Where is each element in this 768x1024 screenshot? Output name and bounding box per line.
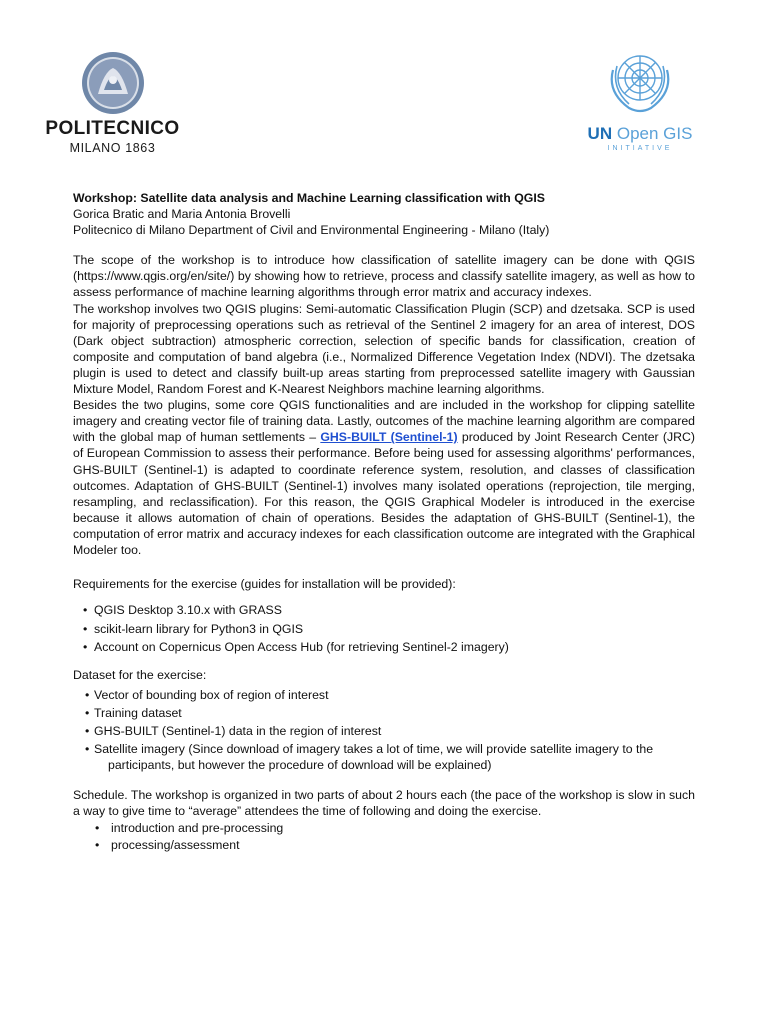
- un-logo-subtitle: INITIATIVE: [607, 145, 673, 152]
- un-logo-name-part2: Open GIS: [616, 124, 693, 143]
- document-body: [73, 190, 695, 854]
- intro-paragraph: The scope of the workshop is to introduce how classification of satellite imagery can be done with QGIS (https://www.qgis.org/en/site/) by showing how to retrieve, process and classify satellite imagery, as well as how to assess performance of machine learning algorithms through error matrix and accuracy indexes.: [73, 253, 695, 300]
- authors: Gorica Bratic and Maria Antonia Brovelli: [73, 207, 291, 222]
- list-item: [85, 705, 695, 721]
- ghs-built-link[interactable]: GHS-BUILT (Sentinel-1): [320, 430, 458, 445]
- dataset-text: Vector of bounding box of region of interest: [94, 687, 329, 702]
- bullet: •: [95, 821, 100, 836]
- polimi-logo: [40, 50, 185, 155]
- schedule-list: [73, 820, 695, 853]
- requirement-text: QGIS Desktop 3.10.x with GRASS: [94, 603, 282, 618]
- list-item: [95, 820, 695, 836]
- dataset-text: Satellite imagery (Since download of imagery takes a lot of time, we will provide satellite imagery to the: [94, 741, 654, 756]
- dataset-list: [73, 687, 695, 773]
- requirements-list: [73, 602, 695, 655]
- affiliation: Politecnico di Milano Department of Civil and Environmental Engineering - Milano (Italy): [73, 223, 550, 238]
- list-item: [83, 621, 695, 637]
- polimi-seal-icon: [80, 50, 146, 116]
- comparison-text-after: produced by Joint Research Center (JRC) of European Commission to assess their performance. Before being used for assessing algorithms' performances, GHS-BUILT (Sentinel-1) is adapted to coordinate reference system, resolution, and classes of classification outcomes. Adaptation of GHS-BUILT (Sentinel-1) involves many isolated operations (reprojection, tile merging, resampling, and reclassification). For this reason, the QGIS Graphical Modeler is introduced in the exercise because it allows automation of chain of operations. Besides the adaptation of GHS-BUILT (Sentinel-1), the computation of error matrix and accuracy indexes for each classification outcome are integrated with the Graphical Modeler too.: [73, 430, 696, 557]
- schedule-item-text: processing/assessment: [111, 838, 240, 853]
- requirements-title: Requirements for the exercise (guides for installation will be provided):: [73, 577, 456, 592]
- workshop-title: Workshop: Satellite data analysis and Machine Learning classification with QGIS: [73, 191, 545, 205]
- list-item: [95, 837, 695, 853]
- un-logo-name-part1: UN: [587, 124, 613, 143]
- dataset-title: Dataset for the exercise:: [73, 668, 207, 683]
- requirement-text: scikit-learn library for Python3 in QGIS: [94, 621, 304, 636]
- dataset-text-continued: participants, but however the procedure of download will be explained): [108, 757, 492, 772]
- un-open-gis-logo: [578, 40, 702, 152]
- bullet: •: [85, 687, 90, 702]
- dataset-text: GHS-BUILT (Sentinel-1) data in the region of interest: [94, 723, 382, 738]
- schedule-item-text: introduction and pre-processing: [111, 821, 284, 836]
- plugins-paragraph: The workshop involves two QGIS plugins: Semi-automatic Classification Plugin (SCP) and dzetsaka. SCP is used for majority of preprocessing operations such as retrieval of the Sentinel 2 imagery for an area of interest, DOS (Dark object subtraction) atmospheric correction, selection of specific bands for classification, creation of composite and computation of band algebra (i.e., Normalized Difference Vegetation Index (NDVI). The dzetsaka plugin is used to detect and classify built-up areas starting from preprocessed satellite imagery with Gaussian Mixture Model, Random Forest and K-Nearest Neighbors machine learning algorithms.: [73, 301, 695, 397]
- polimi-subtitle: MILANO 1863: [69, 141, 156, 155]
- bullet: •: [85, 741, 90, 756]
- document-header: [0, 0, 768, 170]
- bullet: •: [85, 723, 90, 738]
- list-item: [83, 602, 695, 618]
- bullet: •: [95, 838, 100, 853]
- requirement-text: Account on Copernicus Open Access Hub (for retrieving Sentinel-2 imagery): [94, 640, 509, 655]
- un-emblem-icon: [599, 40, 681, 122]
- list-item: [85, 741, 695, 773]
- list-item: [85, 723, 695, 739]
- bullet: •: [83, 603, 88, 618]
- polimi-name: POLITECNICO: [45, 118, 180, 139]
- list-item: [85, 687, 695, 703]
- dataset-text: Training dataset: [94, 705, 182, 720]
- un-logo-name: [578, 124, 702, 144]
- comparison-paragraph: [73, 397, 695, 558]
- bullet: •: [83, 621, 88, 636]
- title-block: [73, 190, 695, 238]
- list-item: [83, 639, 695, 655]
- schedule-paragraph: Schedule. The workshop is organized in two parts of about 2 hours each (the pace of the workshop is slow in such a way to give time to “average” attendees the time of following and doing the exercise.: [73, 788, 695, 819]
- comparison-text-before: Besides the two plugins, some core QGIS functionalities and are included in the workshop for clipping satellite imagery and creating vector file of training data. Lastly, outcomes of the machine learning algorithm are compared with the global map of human settlements –: [73, 398, 695, 445]
- bullet: •: [85, 705, 90, 720]
- bullet: •: [83, 640, 88, 655]
